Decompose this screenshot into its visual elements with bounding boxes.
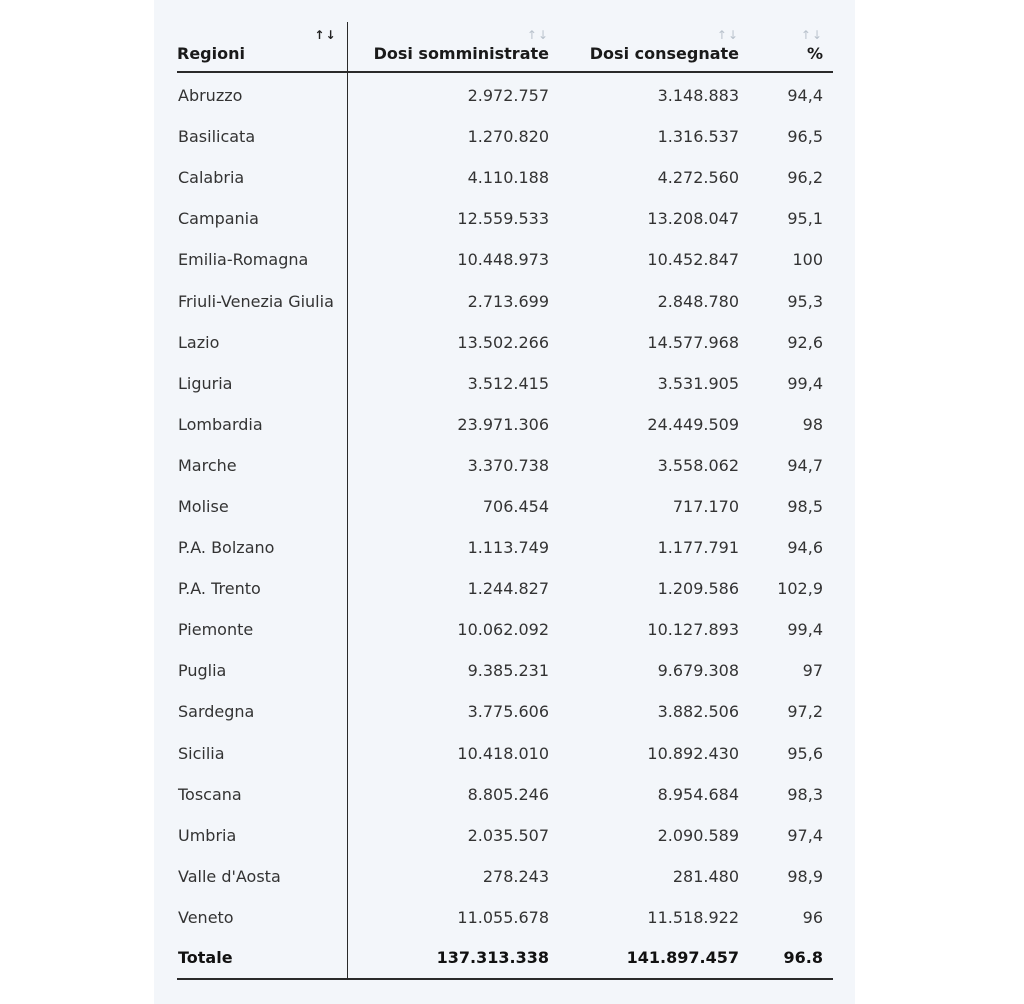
- cell-region: Lazio: [177, 322, 347, 363]
- cell-dosi-consegnate: 2.090.589: [657, 825, 739, 845]
- cell-region: Marche: [177, 445, 347, 486]
- cell-percent: 96,2: [787, 168, 823, 188]
- cell-dosi-consegnate: 11.518.922: [647, 907, 739, 927]
- cell-percent: 98,9: [787, 866, 823, 886]
- cell-dosi-consegnate: 3.558.062: [657, 455, 739, 475]
- cell-percent: 97,2: [787, 702, 823, 722]
- cell-region: Piemonte: [177, 609, 347, 650]
- cell-region: Toscana: [177, 774, 347, 815]
- cell-dosi-somministrate: 10.418.010: [457, 743, 549, 763]
- cell-dosi-somministrate: 278.243: [482, 866, 549, 886]
- cell-region: Friuli-Venezia Giulia: [177, 280, 347, 321]
- table-row: [177, 527, 833, 568]
- column-header-label: Regioni: [177, 44, 245, 63]
- column-header-label: Dosi consegnate: [589, 44, 739, 63]
- cell-dosi-somministrate: 1.244.827: [467, 579, 549, 599]
- cell-percent: 95,1: [787, 209, 823, 229]
- cell-dosi-somministrate: 4.110.188: [467, 168, 549, 188]
- cell-dosi-consegnate: 8.954.684: [657, 784, 739, 804]
- table-row: [177, 486, 833, 527]
- table-row: [177, 897, 833, 938]
- cell-region: Veneto: [177, 897, 347, 938]
- column-header-label: Dosi somministrate: [373, 44, 549, 63]
- cell-region: Umbria: [177, 815, 347, 856]
- cell-percent: 97,4: [787, 825, 823, 845]
- cell-dosi-somministrate: 11.055.678: [457, 907, 549, 927]
- table-row: [177, 568, 833, 609]
- cell-dosi-somministrate: 1.113.749: [467, 538, 549, 558]
- vaccine-doses-table: [177, 22, 833, 980]
- table-row: [177, 198, 833, 239]
- table-total-row: [177, 938, 833, 979]
- cell-dosi-somministrate: 3.512.415: [467, 373, 549, 393]
- cell-dosi-consegnate: 3.882.506: [657, 702, 739, 722]
- cell-percent: 99,4: [787, 620, 823, 640]
- cell-dosi-somministrate: 10.062.092: [457, 620, 549, 640]
- cell-dosi-consegnate: 14.577.968: [647, 332, 739, 352]
- cell-region: P.A. Bolzano: [177, 527, 347, 568]
- cell-percent: 98,5: [787, 496, 823, 516]
- cell-region: Basilicata: [177, 116, 347, 157]
- cell-region: Sardegna: [177, 691, 347, 732]
- table-row: [177, 157, 833, 198]
- sort-arrows-icon[interactable]: ↑↓: [526, 28, 549, 42]
- cell-percent: 98,3: [787, 784, 823, 804]
- total-cell-region: Totale: [177, 938, 347, 979]
- table-row: [177, 116, 833, 157]
- cell-dosi-consegnate: 281.480: [672, 866, 739, 886]
- cell-dosi-somministrate: 2.972.757: [467, 86, 549, 106]
- cell-dosi-consegnate: 3.531.905: [657, 373, 739, 393]
- cell-dosi-somministrate: 13.502.266: [457, 332, 549, 352]
- cell-dosi-somministrate: 706.454: [482, 496, 549, 516]
- cell-dosi-consegnate: 1.177.791: [657, 538, 739, 558]
- cell-region: Campania: [177, 198, 347, 239]
- table-row: [177, 815, 833, 856]
- cell-dosi-somministrate: 1.270.820: [467, 127, 549, 147]
- cell-dosi-consegnate: 4.272.560: [657, 168, 739, 188]
- cell-dosi-consegnate: 1.209.586: [657, 579, 739, 599]
- cell-region: Lombardia: [177, 404, 347, 445]
- cell-percent: 92,6: [787, 332, 823, 352]
- cell-region: Emilia-Romagna: [177, 239, 347, 280]
- cell-percent: 94,6: [787, 538, 823, 558]
- cell-dosi-consegnate: 3.148.883: [657, 86, 739, 106]
- total-cell-dosi-somministrate: 137.313.338: [347, 938, 559, 979]
- table-row: [177, 322, 833, 363]
- sort-arrows-icon[interactable]: ↑↓: [716, 28, 739, 42]
- table-row: [177, 733, 833, 774]
- cell-region: Abruzzo: [177, 72, 347, 116]
- total-cell-dosi-consegnate: 141.897.457: [559, 938, 749, 979]
- table-row: [177, 404, 833, 445]
- column-header-dosi-somministrate[interactable]: [347, 22, 559, 72]
- cell-percent: 98: [802, 414, 823, 434]
- cell-percent: 94,4: [787, 86, 823, 106]
- table-row: [177, 856, 833, 897]
- cell-region: Molise: [177, 486, 347, 527]
- table-row: [177, 691, 833, 732]
- cell-region: Valle d'Aosta: [177, 856, 347, 897]
- cell-dosi-consegnate: 1.316.537: [657, 127, 739, 147]
- table-header-row: [177, 22, 833, 72]
- sort-arrows-icon[interactable]: ↑↓: [800, 28, 823, 42]
- table-row: [177, 280, 833, 321]
- cell-dosi-consegnate: 24.449.509: [647, 414, 739, 434]
- cell-region: Sicilia: [177, 733, 347, 774]
- cell-dosi-consegnate: 717.170: [672, 496, 739, 516]
- cell-dosi-somministrate: 12.559.533: [457, 209, 549, 229]
- table-row: [177, 363, 833, 404]
- table-row: [177, 239, 833, 280]
- cell-dosi-somministrate: 23.971.306: [457, 414, 549, 434]
- cell-dosi-consegnate: 9.679.308: [657, 661, 739, 681]
- cell-dosi-somministrate: 8.805.246: [467, 784, 549, 804]
- sort-arrows-icon[interactable]: ↑↓: [314, 28, 337, 42]
- cell-region: Liguria: [177, 363, 347, 404]
- column-header-dosi-consegnate[interactable]: [559, 22, 749, 72]
- cell-percent: 96,5: [787, 127, 823, 147]
- cell-percent: 102,9: [777, 579, 823, 599]
- cell-dosi-consegnate: 10.452.847: [647, 250, 739, 270]
- cell-region: Calabria: [177, 157, 347, 198]
- cell-percent: 99,4: [787, 373, 823, 393]
- cell-dosi-somministrate: 9.385.231: [467, 661, 549, 681]
- column-header-percent[interactable]: [749, 22, 833, 72]
- cell-region: P.A. Trento: [177, 568, 347, 609]
- cell-dosi-somministrate: 2.035.507: [467, 825, 549, 845]
- cell-dosi-somministrate: 10.448.973: [457, 250, 549, 270]
- table-row: [177, 774, 833, 815]
- cell-region: Puglia: [177, 650, 347, 691]
- cell-dosi-consegnate: 2.848.780: [657, 291, 739, 311]
- column-header-regioni[interactable]: [177, 22, 347, 72]
- cell-percent: 96: [802, 907, 823, 927]
- cell-dosi-somministrate: 2.713.699: [467, 291, 549, 311]
- cell-dosi-somministrate: 3.370.738: [467, 455, 549, 475]
- cell-percent: 94,7: [787, 455, 823, 475]
- cell-dosi-consegnate: 10.892.430: [647, 743, 739, 763]
- cell-dosi-somministrate: 3.775.606: [467, 702, 549, 722]
- cell-percent: 95,3: [787, 291, 823, 311]
- column-header-label: %: [806, 44, 823, 63]
- cell-percent: 95,6: [787, 743, 823, 763]
- total-cell-percent: 96.8: [749, 938, 833, 979]
- cell-percent: 100: [792, 250, 823, 270]
- cell-dosi-consegnate: 13.208.047: [647, 209, 739, 229]
- cell-dosi-consegnate: 10.127.893: [647, 620, 739, 640]
- table-row: [177, 72, 833, 116]
- cell-percent: 97: [802, 661, 823, 681]
- table-row: [177, 650, 833, 691]
- table-row: [177, 609, 833, 650]
- table-row: [177, 445, 833, 486]
